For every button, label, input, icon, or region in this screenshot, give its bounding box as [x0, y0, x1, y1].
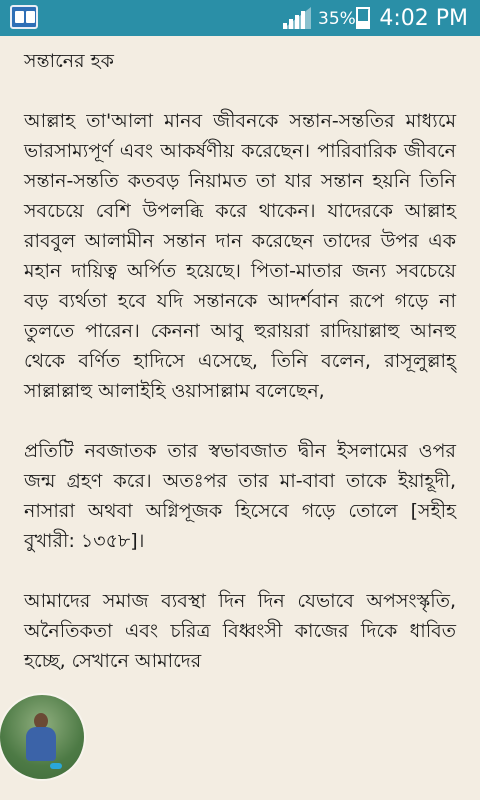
status-time: 4:02 PM — [379, 6, 468, 31]
signal-strength-icon — [283, 7, 311, 29]
article-title: সন্তানের হক — [24, 50, 114, 72]
status-bar — [0, 0, 480, 36]
charging-bolt-icon: ⚡ — [359, 6, 371, 25]
avatar-body — [26, 727, 56, 761]
avatar-shoe — [50, 763, 62, 769]
article-paragraph: আমাদের সমাজ ব্যবস্থা দিন দিন যেভাবে অপসংস্কৃতি, অনৈতিকতা এবং চরিত্র বিধ্বংসী কাজের দিকে ধাবিত হচ্ছে, সেখানে আমাদের — [24, 590, 456, 672]
article-content — [24, 46, 456, 706]
article-paragraph: আল্লাহ তা'আলা মানব জীবনকে সন্তান-সন্ততির মাধ্যমে ভারসাম্যপূর্ণ এবং আকর্ষণীয় করেছেন। পারিবারিক জীবনে সন্তান-সন্ততি কতবড় নিয়ামত তা যার সন্তান হয়নি তিনি সবচেয়ে বেশি উপলব্ধি করে থাকেন। যাদেরকে আল্লাহ রাববুল আলামীন সন্তান দান করেছেন তাদের উপর এক মহান দায়িত্ব অর্পিত হয়েছে। পিতা-মাতার জন্য সবচেয়ে বড় ব্যর্থতা হবে যদি সন্তানকে আদর্শবান রূপে গড়ে না তুলতে পারেন। কেননা আবু হুরায়রা রাদিয়াল্লাহু আনহু থেকে বর্ণিত হাদিসে এসেছে, তিনি বলেন, রাসূলুল্লাহ্ সাল্লাল্লাহু আলাইহি ওয়াসাল্লাম বলেছেন, — [24, 110, 456, 402]
book-app-icon — [10, 5, 38, 29]
article-paragraph: প্রতিটি নবজাতক তার স্বভাবজাত দ্বীন ইসলামের ওপর জন্ম গ্রহণ করে। অতঃপর তার মা-বাবা তাকে ইয়াহূদী, নাসারা অথবা অগ্নিপূজক হিসেবে গড়ে তোলে [সহীহ বুখারী: ১৩৫৮]। — [24, 440, 456, 552]
floating-avatar-button[interactable] — [0, 695, 84, 779]
battery-percentage: 35% — [318, 9, 356, 29]
